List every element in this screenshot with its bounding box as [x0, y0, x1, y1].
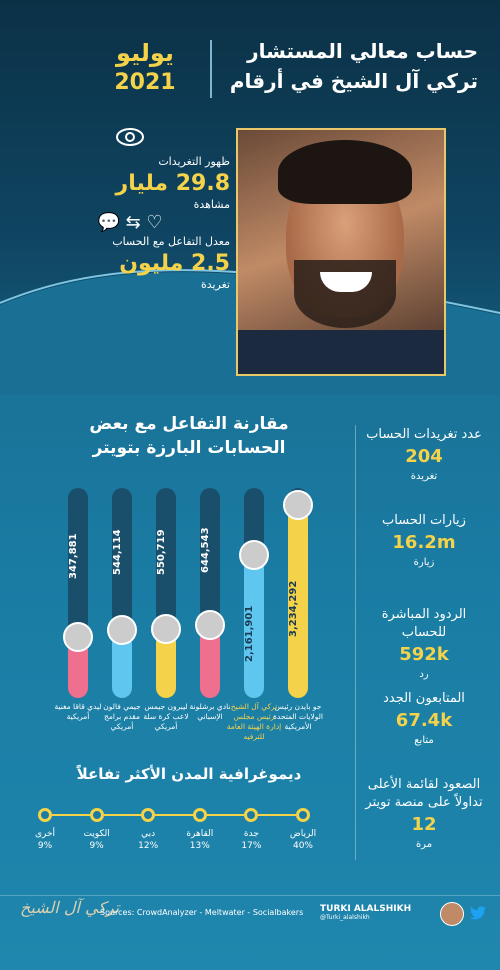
city-percent: 12%	[138, 841, 159, 851]
right-stat-label: الردود المباشرة للحساب	[381, 607, 467, 640]
bar-value-label: 550,719	[156, 529, 167, 575]
right-stat-followers	[362, 690, 486, 747]
bar-avatar	[107, 615, 137, 645]
views-stat	[20, 126, 230, 212]
city-label	[23, 828, 67, 852]
city-label	[229, 828, 273, 852]
city-name: القاهرة	[186, 829, 214, 839]
right-stat-replies	[362, 606, 486, 681]
engagement-value: 2.5 مليون	[119, 251, 230, 276]
right-stat-label: المتابعون الجدد	[383, 691, 465, 706]
engagement-icons	[90, 212, 170, 234]
comparison-title-line-1: مقارنة التفاعل مع بعض	[89, 414, 289, 434]
date-block	[95, 38, 195, 98]
bar-avatar	[151, 614, 181, 644]
footer-divider	[0, 895, 500, 896]
bar-category-label: تركي آل الشيخ رئيس مجلس إدارة الهيئة العامة للترفيه	[226, 702, 282, 741]
right-stat-label: زيارات الحساب	[382, 513, 466, 528]
signature-logo: تركي آل الشيخ	[20, 898, 120, 917]
brand-avatar	[440, 902, 464, 926]
comparison-title	[30, 412, 348, 460]
city-name: الرياض	[289, 829, 317, 839]
right-stat-value: 67.4k	[395, 710, 453, 731]
sources-text: Sources: CrowdAnalyzer - Meltwater - Socialbakers	[100, 908, 304, 917]
bar-avatar	[283, 490, 313, 520]
right-stat-value: 16.2m	[392, 532, 456, 553]
title-line-1: حساب معالي المستشار	[247, 39, 478, 63]
bar-value-label: 3,234,292	[288, 580, 299, 638]
right-stat-label: عدد تغريدات الحساب	[366, 427, 482, 442]
brand-handle: @Turki_alalshikh	[320, 914, 370, 921]
comparison-title-line-2: الحسابات البارزة بتويتر	[92, 438, 286, 458]
city-name: أخرى	[34, 829, 56, 839]
brand-title: TURKI ALALSHIKH	[320, 904, 412, 914]
city-dot	[296, 808, 310, 822]
bar-avatar	[239, 540, 269, 570]
right-stat-unit: متابع	[414, 735, 434, 746]
right-divider	[355, 425, 356, 860]
engagement-unit: تغريدة	[200, 278, 230, 291]
header-divider	[210, 40, 212, 98]
right-stat-unit: زيارة	[413, 557, 435, 568]
right-stat-value: 12	[411, 814, 437, 835]
city-label	[281, 828, 325, 852]
city-label	[126, 828, 170, 852]
twitter-bird-icon	[470, 906, 486, 924]
bar-category-label: جيمي فالون مقدم برامج أمريكي	[103, 702, 141, 731]
engagement-label: معدل التفاعل مع الحساب	[112, 235, 230, 248]
bar-category-label: نادي برشلونة الإسباني	[189, 702, 231, 721]
city-label	[75, 828, 119, 852]
title-line-2: تركي آل الشيخ في أرقام	[229, 69, 478, 93]
cities-timeline	[45, 814, 303, 816]
bar-value-label: 2,161,901	[244, 605, 255, 663]
bar-category-label: ليدي قاقا مغنية أمريكية	[54, 702, 102, 721]
bar-avatar	[195, 610, 225, 640]
year: 2021	[114, 70, 176, 95]
right-stat-value: 592k	[399, 644, 449, 665]
city-percent: 9%	[37, 841, 53, 851]
brand-name	[320, 904, 411, 921]
city-dot	[90, 808, 104, 822]
engagement-bar-chart	[40, 488, 340, 758]
bar-value-label: 347,881	[68, 533, 79, 579]
eye-icon	[90, 126, 170, 154]
city-name: دبي	[141, 829, 156, 839]
bar-value-label: 644,543	[200, 527, 211, 573]
header-title	[218, 36, 478, 96]
bar-avatar	[63, 622, 93, 652]
comment-icon: 💬	[97, 212, 120, 233]
month: يوليو	[116, 39, 174, 67]
views-value: 29.8 مليار	[115, 171, 230, 196]
right-stat-label: الصعود لقائمة الأعلى تداولاً على منصة تويتر	[365, 777, 483, 810]
views-label: ظهور التغريدات	[158, 155, 230, 168]
right-stat-unit: مرة	[415, 839, 433, 850]
city-dot	[38, 808, 52, 822]
city-percent: 17%	[241, 841, 262, 851]
city-percent: 9%	[89, 841, 104, 851]
city-name: جدة	[243, 829, 259, 839]
heart-icon: ♡	[146, 212, 163, 233]
views-unit: مشاهدة	[193, 198, 230, 211]
right-stat-tweets	[362, 426, 486, 483]
right-stat-visits	[362, 512, 486, 569]
bar-category-label: جو بايدن رئيس الولايات المتحدة الأمريكية	[272, 702, 323, 731]
demographics-title: ديموغرافية المدن الأكثر تفاعلاً	[76, 765, 302, 783]
city-percent: 40%	[292, 841, 313, 851]
right-stat-trending	[362, 776, 486, 851]
city-dot	[193, 808, 207, 822]
right-stat-unit: رد	[419, 669, 429, 680]
city-label	[178, 828, 222, 852]
portrait-photo	[236, 128, 446, 376]
retweet-icon: ⇆	[125, 212, 141, 233]
bar-category-label: ليبرون جيمس لاعب كرة سلة أمريكي	[143, 702, 189, 731]
right-stat-value: 204	[405, 446, 443, 467]
right-stat-unit: تغريدة	[410, 471, 438, 482]
engagement-stat	[20, 212, 230, 292]
city-name: الكويت	[83, 829, 110, 839]
city-percent: 13%	[189, 841, 210, 851]
bar-value-label: 544,114	[112, 529, 123, 576]
